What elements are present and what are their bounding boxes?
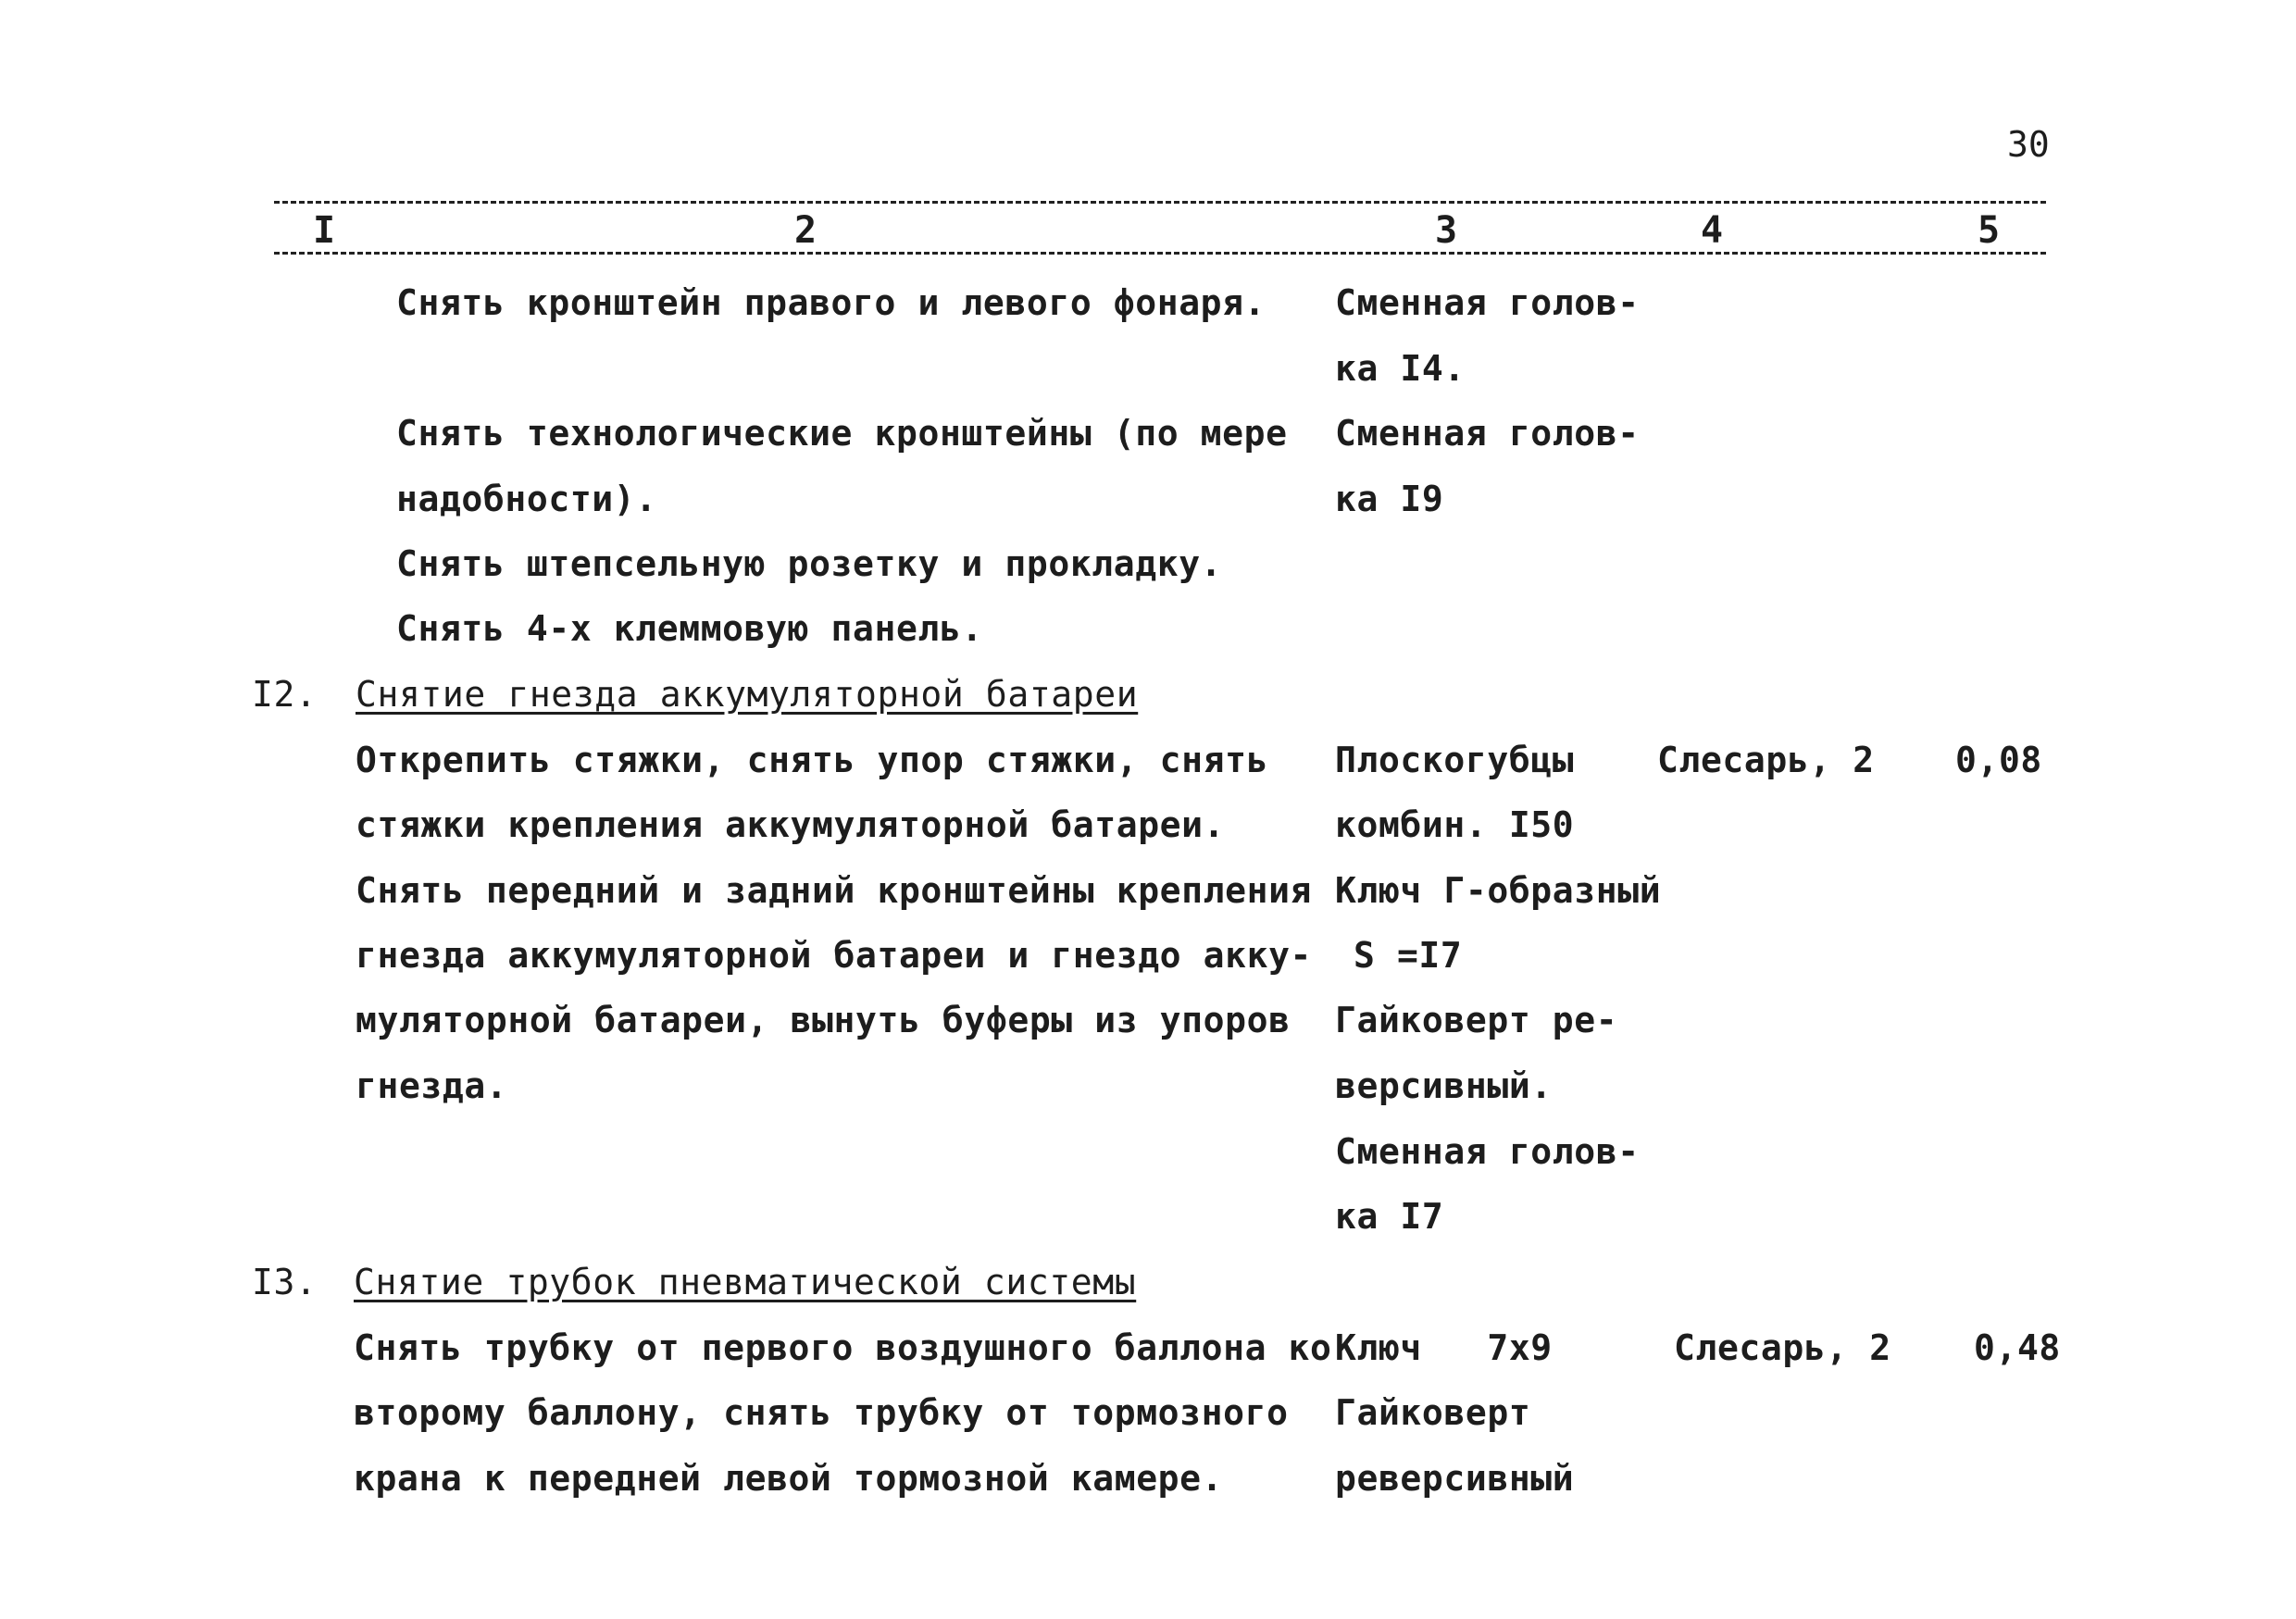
tool-line: Ключ 7х9 [1335,1327,1553,1368]
time-norm: 0,48 [1974,1327,2061,1368]
section-number: I3. [252,1262,318,1302]
text-line: Снять технологические кронштейны (по мере [396,413,1288,454]
section-title: Снятие гнезда аккумуляторной батареи [356,674,1139,715]
worker-category: Слесарь, 2 [1674,1327,1891,1368]
text-line: Снять трубку от первого воздушного баллона ко [354,1327,1332,1368]
tool-line: Гайковерт [1335,1392,1531,1433]
tool-line: Сменная голов- [1335,413,1640,454]
tool-line: версивный. [1335,1065,1553,1106]
text-line: второму баллону, снять трубку от тормозного [354,1392,1289,1433]
tool-line: ка I9 [1335,479,1444,519]
tool-line: реверсивный [1335,1458,1575,1499]
header-top-rule [274,201,2046,204]
tool-line: Сменная голов- [1335,1131,1640,1172]
tool-line: S =I7 [1354,935,1463,976]
text-line: Снять штепсельную розетку и прокладку. [396,543,1223,584]
tool-line: Гайковерт ре- [1335,1000,1618,1040]
tool-line: ка I4. [1335,348,1466,389]
text-line: крана к передней левой тормозной камере. [354,1458,1224,1499]
text-line: гнезда. [356,1065,508,1106]
text-line: гнезда аккумуляторной батареи и гнездо акку- [356,935,1313,976]
section-title: Снятие трубок пневматической системы [354,1262,1137,1302]
text-line: муляторной батареи, вынуть буферы из упоров [356,1000,1291,1040]
tool-line: комбин. I50 [1335,804,1575,845]
text-line: Снять 4-х клеммовую панель. [396,608,983,649]
text-line: надобности). [396,479,657,519]
tool-line: Сменная голов- [1335,282,1640,323]
column-header-4: 4 [1701,209,1724,252]
section-number: I2. [252,674,318,715]
time-norm: 0,08 [1955,740,2042,780]
page-number: 30 [2007,124,2050,165]
text-line: Снять передний и задний кронштейны крепления [356,870,1313,911]
column-header-1: I [313,209,336,252]
column-header-2: 2 [794,209,817,252]
column-header-3: 3 [1435,209,1458,252]
text-line: Открепить стяжки, снять упор стяжки, снять [356,740,1269,780]
tool-line: ка I7 [1335,1196,1444,1237]
tool-line: Плоскогубцы [1335,740,1575,780]
tool-line: Ключ Г-образный [1335,870,1662,911]
text-line: стяжки крепления аккумуляторной батареи. [356,804,1226,845]
header-bottom-rule [274,252,2046,255]
worker-category: Слесарь, 2 [1657,740,1875,780]
column-header-5: 5 [1978,209,2001,252]
text-line: Снять кронштейн правого и левого фонаря. [396,282,1267,323]
